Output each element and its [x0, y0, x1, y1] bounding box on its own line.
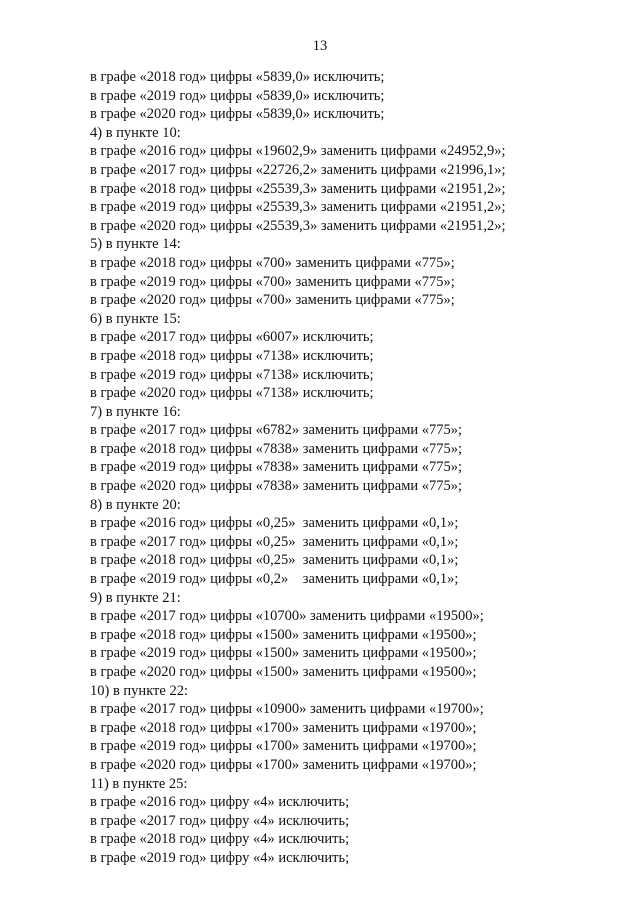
- text-line: в графе «2019 год» цифры «0,2» заменить цифрами «0,1»;: [90, 571, 459, 588]
- text-line: в графе «2018 год» цифры «25539,3» заменить цифрами «21951,2»;: [90, 180, 506, 197]
- text-line: в графе «2018 год» цифру «4» исключить;: [90, 831, 350, 848]
- page-number: 13: [312, 38, 328, 54]
- text-line: в графе «2016 год» цифры «19602,9» заменить цифрами «24952,9»;: [90, 143, 506, 160]
- text-line: 9) в пункте 21:: [90, 589, 181, 606]
- text-line: в графе «2019 год» цифру «4» исключить;: [90, 849, 350, 866]
- text-line: в графе «2018 год» цифры «5839,0» исключить;: [90, 69, 385, 85]
- text-line: 5) в пункте 14:: [90, 236, 181, 253]
- text-line: в графе «2017 год» цифры «10700» заменить цифрами «19500»;: [90, 608, 484, 625]
- text-line: в графе «2016 год» цифры «0,25» заменить цифрами «0,1»;: [90, 515, 459, 532]
- text-line: в графе «2019 год» цифры «7838» заменить цифрами «775»;: [90, 459, 463, 476]
- text-line: 4) в пункте 10:: [90, 124, 181, 141]
- text-line: в графе «2020 год» цифры «1700» заменить цифрами «19700»;: [90, 756, 477, 773]
- text-line: в графе «2019 год» цифры «7138» исключить;: [90, 366, 374, 383]
- text-line: в графе «2019 год» цифры «1500» заменить цифрами «19500»;: [90, 645, 477, 662]
- text-line: в графе «2018 год» цифры «1700» заменить цифрами «19700»;: [90, 719, 477, 736]
- text-line: в графе «2018 год» цифры «7138» исключить;: [90, 347, 374, 364]
- text-line: в графе «2017 год» цифры «10900» заменить цифрами «19700»;: [90, 701, 484, 718]
- text-line: в графе «2019 год» цифры «1700» заменить цифрами «19700»;: [90, 738, 477, 755]
- text-line: в графе «2020 год» цифры «700» заменить цифрами «775»;: [90, 292, 455, 309]
- text-line: в графе «2020 год» цифры «1500» заменить цифрами «19500»;: [90, 664, 477, 680]
- text-line: 6) в пункте 15:: [90, 310, 181, 327]
- text-line: в графе «2019 год» цифры «5839,0» исключить;: [90, 87, 385, 104]
- text-line: в графе «2020 год» цифры «7838» заменить цифрами «775»;: [90, 478, 463, 495]
- text-line: в графе «2017 год» цифры «6782» заменить цифрами «775»;: [90, 422, 463, 439]
- text-line: 7) в пункте 16:: [90, 403, 181, 420]
- text-line: в графе «2020 год» цифры «25539,3» заменить цифрами «21951,2»;: [90, 217, 506, 234]
- text-line: в графе «2018 год» цифры «7838» заменить цифрами «775»;: [90, 440, 463, 457]
- text-line: в графе «2020 год» цифры «5839,0» исключить;: [90, 106, 385, 123]
- text-line: 11) в пункте 25:: [90, 775, 188, 792]
- text-line: в графе «2017 год» цифру «4» исключить;: [90, 812, 350, 829]
- document-body: [90, 68, 610, 868]
- text-line: в графе «2018 год» цифры «700» заменить цифрами «775»;: [90, 254, 455, 271]
- text-line: 8) в пункте 20:: [90, 496, 181, 513]
- text-line: 10) в пункте 22:: [90, 682, 188, 699]
- text-line: в графе «2020 год» цифры «7138» исключить;: [90, 385, 374, 402]
- text-line: в графе «2018 год» цифры «0,25» заменить цифрами «0,1»;: [90, 552, 459, 569]
- text-line: в графе «2018 год» цифры «1500» заменить цифрами «19500»;: [90, 626, 477, 643]
- text-line: в графе «2016 год» цифру «4» исключить;: [90, 794, 350, 811]
- text-line: в графе «2019 год» цифры «700» заменить цифрами «775»;: [90, 273, 455, 290]
- text-line: в графе «2019 год» цифры «25539,3» заменить цифрами «21951,2»;: [90, 199, 506, 216]
- text-line: в графе «2017 год» цифры «22726,2» заменить цифрами «21996,1»;: [90, 161, 506, 178]
- text-line: в графе «2017 год» цифры «6007» исключить;: [90, 329, 374, 346]
- text-line: в графе «2017 год» цифры «0,25» заменить цифрами «0,1»;: [90, 533, 459, 550]
